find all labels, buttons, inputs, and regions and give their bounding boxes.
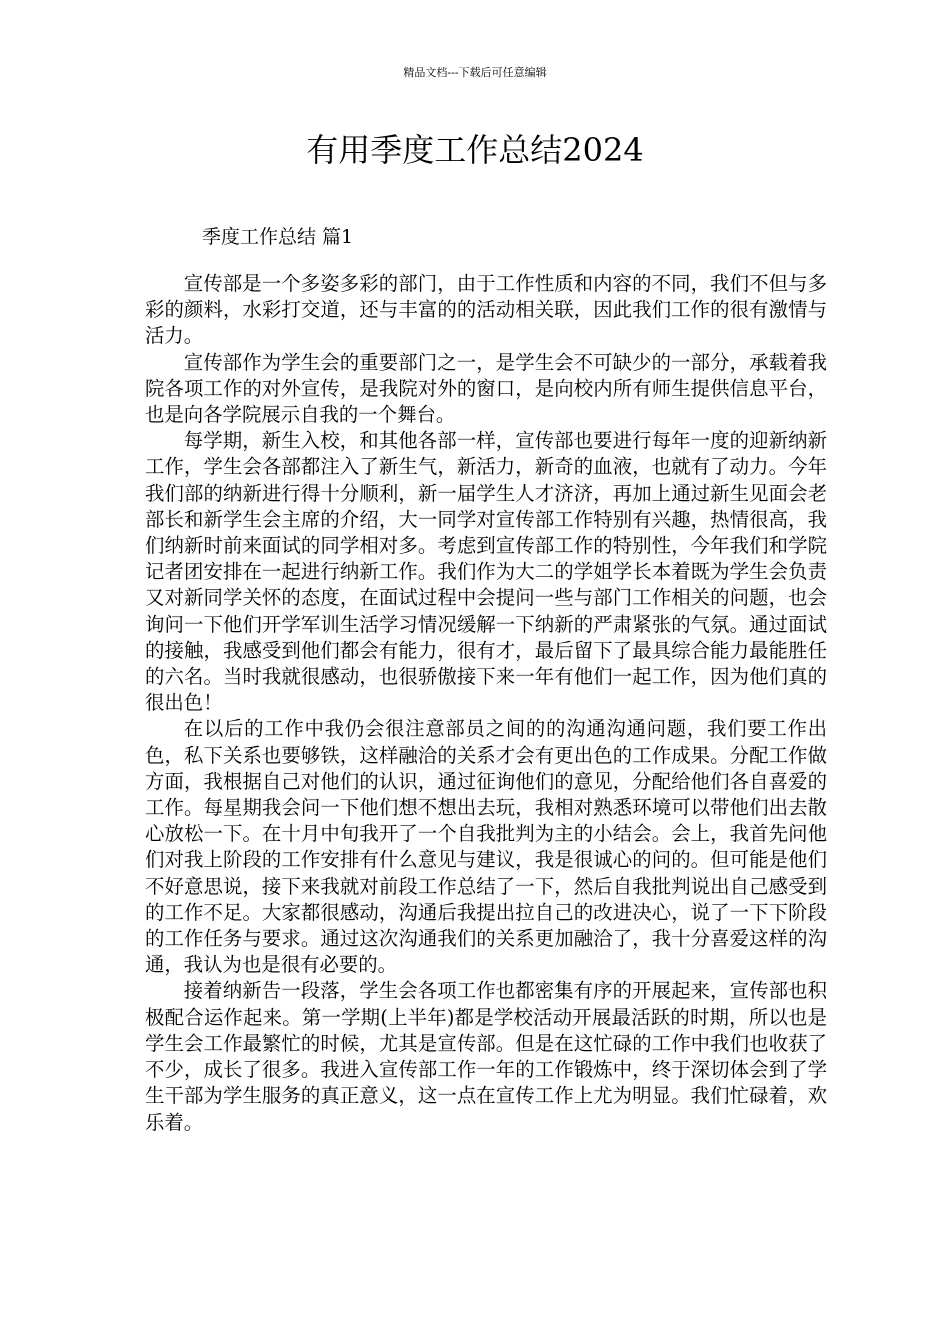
paragraph: 在以后的工作中我仍会很注意部员之间的的沟通沟通问题，我们要工作出色，私下关系也要够铁，这样融洽的关系才会有更出色的工作成果。分配工作做方面，我根据自己对他们的认识，通过征询他们的意见，分配给他们各自喜爱的工作。每星期我会问一下他们想不想出去玩，我相对熟悉环境可以带他们出去散心放松一下。在十月中旬我开了一个自我批判为主的小结会。会上，我首先问他们对我上阶段的工作安排有什么意见与建议，我是很诚心的问的。但可能是他们不好意思说，接下来我就对前段工作总结了一下，然后自我批判说出自己感受到的工作不足。大家都很感动，沟通后我提出拉自己的改进决心，说了一下下阶段的工作任务与要求。通过这次沟通我们的关系更加融洽了，我十分喜爱这样的沟通，我认为也是很有必要的。: [145, 717, 827, 977]
body-text: [145, 271, 827, 1136]
section-heading: 季度工作总结 篇1: [202, 226, 354, 248]
paragraph: 宣传部是一个多姿多彩的部门，由于工作性质和内容的不同，我们不但与多彩的颜料，水彩打交道，还与丰富的的活动相关联，因此我们工作的很有激情与活力。: [145, 272, 827, 348]
paragraph: 接着纳新告一段落，学生会各项工作也都密集有序的开展起来，宣传部也积极配合运作起来。第一学期(上半年)都是学校活动开展最活跃的时期，所以也是学生会工作最繁忙的时候，尤其是宣传部。但是在这忙碌的工作中我们也收获了不少，成长了很多。我进入宣传部工作一年的工作锻炼中，终于深切体会到了学生干部为学生服务的真正意义，这一点在宣传工作上尤为明显。我们忙碌着，欢乐着。: [145, 979, 827, 1134]
paragraph: 宣传部作为学生会的重要部门之一，是学生会不可缺少的一部分，承载着我院各项工作的对外宣传，是我院对外的窗口，是向校内所有师生提供信息平台，也是向各学院展示自我的一个舞台。: [145, 350, 827, 427]
header-note: 精品文档---下载后可任意编辑: [403, 66, 547, 79]
document-title: 有用季度工作总结2024: [306, 131, 644, 169]
paragraph: 每学期，新生入校，和其他各部一样，宣传部也要进行每年一度的迎新纳新工作，学生会各部都注入了新生气，新活力，新奇的血液，也就有了动力。今年我们部的纳新进行得十分顺利，新一届学生人才济济，再加上通过新生见面会老部长和新学生会主席的介绍，大一同学对宣传部工作特别有兴趣，热情很高，我们纳新时前来面试的同学相对多。考虑到宣传部工作的特别性，今年我们和学院记者团安排在一起进行纳新工作。我们作为大二的学姐学长本着既为学生会负责又对新同学关怀的态度，在面试过程中会提问一些与部门工作相关的问题，也会询问一下他们开学军训生活学习情况缓解一下纳新的严肃紧张的气氛。通过面试的接触，我感受到他们都会有能力，很有才，最后留下了最具综合能力最能胜任的六名。当时我就很感动，也很骄傲接下来一年有他们一起工作，因为他们真的很出色！: [145, 429, 827, 715]
